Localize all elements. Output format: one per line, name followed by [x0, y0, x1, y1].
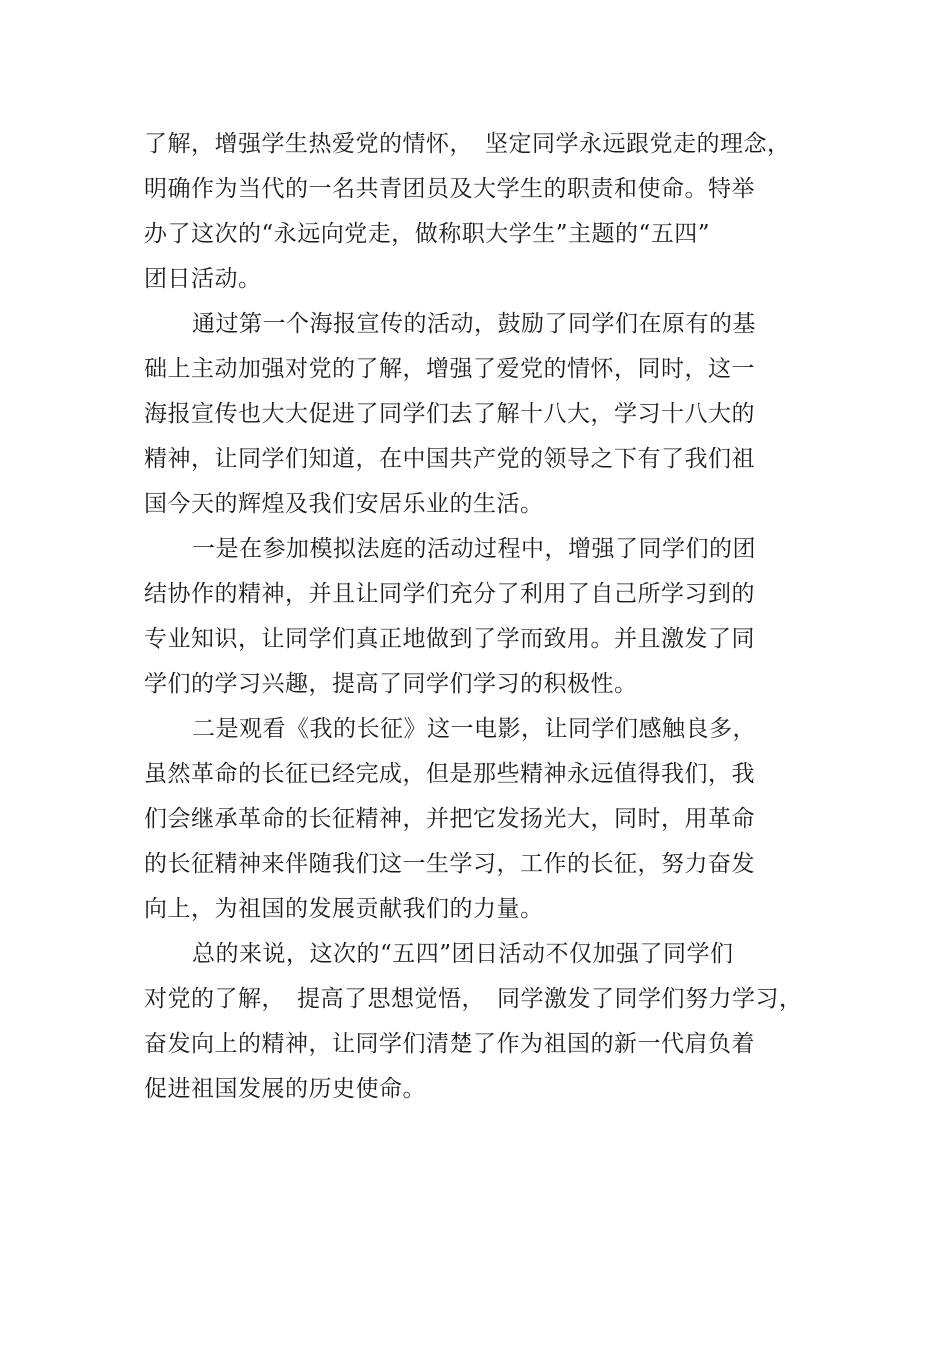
body-text	[144, 122, 803, 1112]
text-line: 础上主动加强对党的了解，增强了爱党的情怀，同时，这一	[144, 356, 755, 382]
text-line: 促进祖国发展的历史使命。	[144, 1076, 426, 1102]
text-line: 办了这次的“永远向党走，做称职大学生”主题的“五四”	[144, 221, 711, 247]
text-line: 们会继承革命的长征精神，并把它发扬光大，同时，用革命	[144, 806, 755, 832]
text-line: 精神，让同学们知道，在中国共产党的领导之下有了我们祖	[144, 446, 755, 472]
text-line: 虽然革命的长征已经完成，但是那些精神永远值得我们，我	[144, 761, 755, 787]
text-line: 结协作的精神，并且让同学们充分了利用了自己所学习到的	[144, 581, 755, 607]
text-line: 海报宣传也大大促进了同学们去了解十八大，学习十八大的	[144, 401, 755, 427]
paragraph-first-line: 一是在参加模拟法庭的活动过程中，增强了同学们的团	[192, 536, 756, 562]
text-line: 了解，增强学生热爱党的情怀， 坚定同学永远跟党走的理念，	[144, 131, 791, 157]
paragraph-first-line: 二是观看《我的长征》这一电影，让同学们感触良多，	[192, 716, 756, 742]
text-line: 专业知识，让同学们真正地做到了学而致用。并且激发了同	[144, 626, 755, 652]
text-line: 国今天的辉煌及我们安居乐业的生活。	[144, 491, 544, 517]
text-line: 团日活动。	[144, 266, 262, 292]
text-line: 的长征精神来伴随我们这一生学习，工作的长征，努力奋发	[144, 851, 755, 877]
text-line: 奋发向上的精神，让同学们清楚了作为祖国的新一代肩负着	[144, 1031, 755, 1057]
text-line: 对党的了解， 提高了思想觉悟， 同学激发了同学们努力学习，	[144, 986, 803, 1012]
paragraph-first-line: 通过第一个海报宣传的活动，鼓励了同学们在原有的基	[192, 311, 756, 337]
text-line: 学们的学习兴趣，提高了同学们学习的积极性。	[144, 671, 638, 697]
text-line: 明确作为当代的一名共青团员及大学生的职责和使命。特举	[144, 176, 755, 202]
text-line: 向上，为祖国的发展贡献我们的力量。	[144, 896, 544, 922]
paragraph-first-line: 总的来说，这次的“五四”团日活动不仅加强了同学们	[192, 941, 734, 967]
